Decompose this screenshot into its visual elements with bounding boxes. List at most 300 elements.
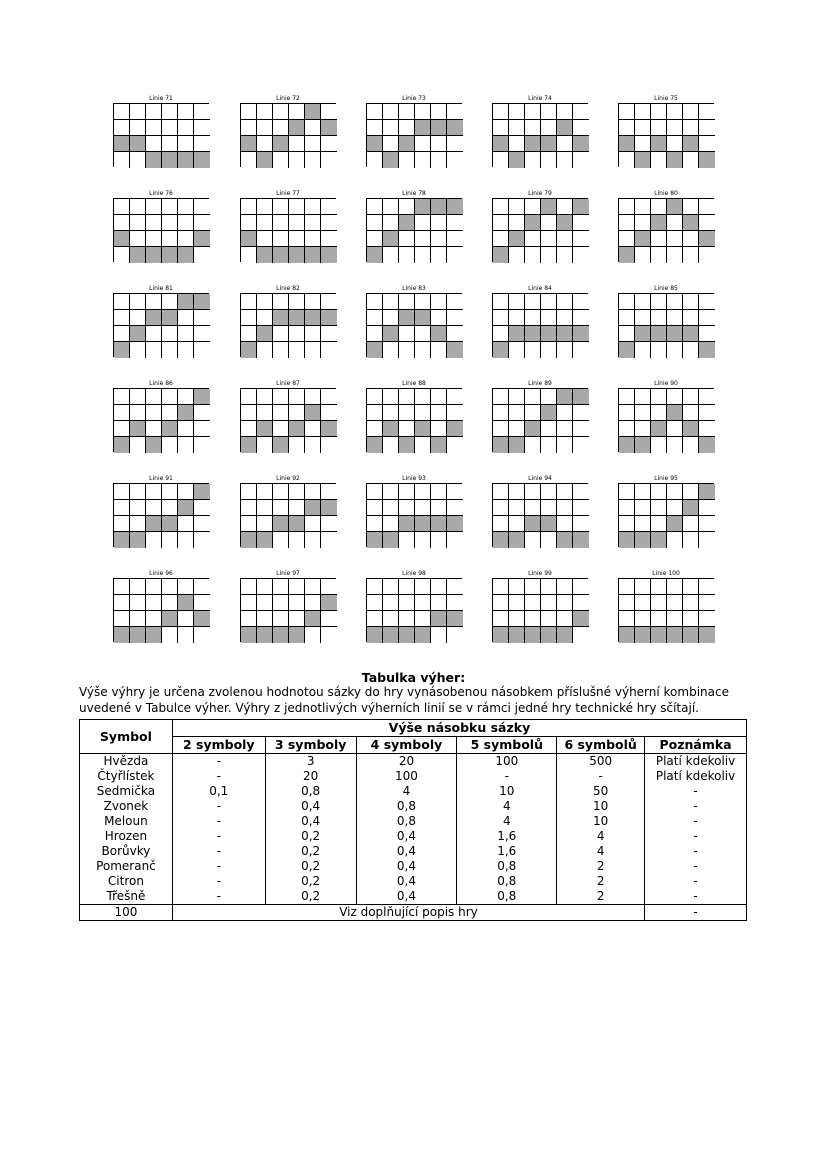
- payline-cell: [178, 326, 194, 342]
- payline-cell: [146, 199, 162, 215]
- payline-cell: [367, 294, 383, 310]
- payline-cell: [431, 500, 447, 516]
- table-cell: 0,8: [457, 859, 557, 874]
- payline-cell: [194, 104, 210, 120]
- payline-label: Linie 95: [654, 475, 678, 482]
- payline-cell: [114, 516, 130, 532]
- payline-cell: [399, 389, 415, 405]
- payline-cell: [367, 120, 383, 136]
- payline-grid: [618, 578, 714, 642]
- payline-cell-active: [257, 627, 273, 643]
- payline-cell: [525, 310, 541, 326]
- payline-cell: [146, 231, 162, 247]
- payline-cell: [367, 231, 383, 247]
- payline-cell-active: [525, 421, 541, 437]
- payline-label: Linie 82: [276, 285, 300, 292]
- payline-cell: [241, 247, 257, 263]
- payline-grid: [366, 198, 462, 262]
- payline-cell: [146, 120, 162, 136]
- payline-cell: [367, 104, 383, 120]
- payline-cell-active: [383, 532, 399, 548]
- payline-cell-active: [651, 532, 667, 548]
- payline-grid: [113, 483, 209, 547]
- payline-cell: [447, 294, 463, 310]
- payline-cell: [431, 342, 447, 358]
- payline-cell: [431, 247, 447, 263]
- payline-cell: [130, 104, 146, 120]
- payline-cell-active: [509, 326, 525, 342]
- payline-cell: [130, 215, 146, 231]
- payline-label: Linie 71: [149, 95, 173, 102]
- table-cell: -: [172, 889, 265, 905]
- payline-cell: [651, 611, 667, 627]
- payline-cell-active: [273, 136, 289, 152]
- payline-cell: [114, 405, 130, 421]
- payline-cell: [399, 104, 415, 120]
- payline-cell: [399, 342, 415, 358]
- payline-cell: [573, 104, 589, 120]
- payline-cell: [525, 579, 541, 595]
- payline-cell: [699, 500, 715, 516]
- payline-grid: [618, 103, 714, 167]
- payline-cell-active: [130, 326, 146, 342]
- payline-cell: [619, 611, 635, 627]
- table-cell: -: [172, 799, 265, 814]
- payline-cell: [241, 389, 257, 405]
- payline-cell-active: [241, 532, 257, 548]
- payline-cell: [431, 152, 447, 168]
- payline-cell: [509, 247, 525, 263]
- payline-cell: [699, 136, 715, 152]
- payline-cell: [383, 136, 399, 152]
- table-cell: -: [645, 784, 747, 799]
- symbol-name: Sedmička: [80, 784, 173, 799]
- payline-cell: [321, 484, 337, 500]
- payline-cell: [683, 437, 699, 453]
- payline-cell: [699, 516, 715, 532]
- payline-cell: [525, 500, 541, 516]
- payline-label: Linie 87: [276, 380, 300, 387]
- payline-cell: [573, 247, 589, 263]
- payline-cell: [383, 104, 399, 120]
- table-cell: -: [457, 769, 557, 784]
- payline-cell: [509, 405, 525, 421]
- payline-cell-active: [557, 532, 573, 548]
- payline-cell: [305, 342, 321, 358]
- payline-cell: [162, 627, 178, 643]
- payline-cell: [178, 484, 194, 500]
- table-cell: 2: [557, 874, 645, 889]
- payline-cell-active: [273, 516, 289, 532]
- payline-cell: [289, 611, 305, 627]
- payline-diagram: [113, 570, 209, 642]
- payline-diagram: [618, 95, 714, 167]
- payline-cell-active: [178, 152, 194, 168]
- payline-cell: [651, 310, 667, 326]
- payline-cell: [667, 595, 683, 611]
- payline-cell: [241, 484, 257, 500]
- payline-cell: [194, 595, 210, 611]
- payline-cell: [305, 326, 321, 342]
- payline-cell: [114, 247, 130, 263]
- payline-cell-active: [178, 595, 194, 611]
- table-cell: 0,4: [356, 844, 457, 859]
- payline-cell: [619, 516, 635, 532]
- payline-cell: [493, 484, 509, 500]
- payline-cell-active: [651, 136, 667, 152]
- payline-cell: [431, 104, 447, 120]
- payline-cell: [651, 579, 667, 595]
- payline-cell: [651, 104, 667, 120]
- table-cell: -: [172, 829, 265, 844]
- payline-cell: [573, 437, 589, 453]
- payline-cell-active: [525, 136, 541, 152]
- payline-cell: [130, 405, 146, 421]
- payline-diagram: [113, 380, 209, 452]
- payline-cell: [699, 310, 715, 326]
- table-cell: Viz doplňující popis hry: [172, 905, 644, 921]
- payline-cell: [651, 437, 667, 453]
- payline-diagram: [366, 570, 462, 642]
- payline-cell-active: [651, 215, 667, 231]
- payline-cell-active: [114, 231, 130, 247]
- payline-cell: [257, 611, 273, 627]
- payline-cell-active: [114, 437, 130, 453]
- payline-cell: [415, 326, 431, 342]
- payline-cell: [241, 516, 257, 532]
- payline-cell: [194, 215, 210, 231]
- payline-label: Linie 85: [654, 285, 678, 292]
- payline-cell-active: [178, 247, 194, 263]
- payline-cell: [257, 104, 273, 120]
- table-cell: 50: [557, 784, 645, 799]
- payline-cell: [431, 405, 447, 421]
- payline-cell: [635, 120, 651, 136]
- payline-cell: [431, 579, 447, 595]
- payline-cell: [241, 215, 257, 231]
- payline-cell-active: [194, 484, 210, 500]
- payline-cell: [114, 310, 130, 326]
- payline-cell-active: [367, 136, 383, 152]
- payline-cell: [415, 579, 431, 595]
- payline-cell: [683, 152, 699, 168]
- payline-cell: [573, 500, 589, 516]
- payline-cell: [321, 136, 337, 152]
- table-cell: -: [645, 814, 747, 829]
- payline-cell-active: [194, 231, 210, 247]
- table-cell: 0,4: [265, 814, 356, 829]
- payline-cell-active: [162, 611, 178, 627]
- payline-cell: [146, 136, 162, 152]
- payline-cell: [114, 500, 130, 516]
- payline-cell: [194, 247, 210, 263]
- payline-cell-active: [415, 310, 431, 326]
- payline-cell: [305, 437, 321, 453]
- payline-cell: [651, 199, 667, 215]
- payline-cell: [367, 326, 383, 342]
- payline-cell-active: [683, 421, 699, 437]
- table-cell: 0,2: [265, 889, 356, 905]
- symbol-name: Citron: [80, 874, 173, 889]
- column-header: Poznámka: [645, 737, 747, 754]
- payline-cell: [541, 310, 557, 326]
- payline-cell: [321, 405, 337, 421]
- payline-cell: [651, 247, 667, 263]
- payline-cell: [447, 326, 463, 342]
- payline-cell: [493, 611, 509, 627]
- payline-cell: [399, 247, 415, 263]
- payline-cell-active: [541, 136, 557, 152]
- payline-cell: [635, 611, 651, 627]
- payline-cell-active: [447, 421, 463, 437]
- payline-cell: [667, 104, 683, 120]
- table-row: [80, 889, 747, 905]
- payline-cell: [257, 342, 273, 358]
- payline-cell-active: [130, 627, 146, 643]
- payline-cell: [289, 579, 305, 595]
- table-cell: 20: [265, 769, 356, 784]
- payline-cell: [525, 247, 541, 263]
- payline-cell: [178, 516, 194, 532]
- payline-cell-active: [146, 152, 162, 168]
- payline-cell: [273, 421, 289, 437]
- payline-label: Linie 88: [402, 380, 426, 387]
- payline-cell: [651, 120, 667, 136]
- table-cell: 10: [557, 814, 645, 829]
- payline-cell: [289, 152, 305, 168]
- payline-cell: [257, 500, 273, 516]
- payline-cell: [289, 500, 305, 516]
- payline-cell: [305, 579, 321, 595]
- payline-cell: [509, 516, 525, 532]
- payline-cell-active: [683, 215, 699, 231]
- payline-grid: [492, 388, 588, 452]
- payline-cell: [114, 215, 130, 231]
- table-cell: 10: [457, 784, 557, 799]
- payline-cell: [415, 500, 431, 516]
- payline-cell: [431, 595, 447, 611]
- payline-cell: [162, 136, 178, 152]
- group-header: Výše násobku sázky: [172, 720, 746, 737]
- payline-cell-active: [194, 611, 210, 627]
- payline-cell-active: [557, 120, 573, 136]
- payline-cell: [509, 389, 525, 405]
- payline-cell: [431, 389, 447, 405]
- payline-cell: [289, 231, 305, 247]
- payline-cell: [305, 294, 321, 310]
- payline-cell: [321, 389, 337, 405]
- payline-cell: [493, 215, 509, 231]
- payline-label: Linie 72: [276, 95, 300, 102]
- payline-cell: [321, 611, 337, 627]
- payline-cell: [241, 326, 257, 342]
- payline-cell-active: [493, 342, 509, 358]
- payline-cell: [541, 484, 557, 500]
- payline-diagram: [618, 285, 714, 357]
- payline-cell-active: [305, 104, 321, 120]
- payline-cell: [573, 595, 589, 611]
- payline-cell: [493, 310, 509, 326]
- payline-cell: [146, 294, 162, 310]
- payline-cell: [525, 405, 541, 421]
- payline-cell: [447, 405, 463, 421]
- payline-cell: [162, 342, 178, 358]
- payline-cell: [541, 120, 557, 136]
- payline-cell: [667, 579, 683, 595]
- payline-label: Linie 100: [652, 570, 680, 577]
- payline-cell-active: [146, 516, 162, 532]
- payline-cell: [241, 579, 257, 595]
- payline-diagram: [113, 190, 209, 262]
- payline-cell-active: [667, 627, 683, 643]
- payline-cell: [683, 611, 699, 627]
- payline-cell: [541, 247, 557, 263]
- payline-cell: [667, 231, 683, 247]
- payline-grid: [492, 198, 588, 262]
- payline-cell-active: [383, 326, 399, 342]
- payline-cell: [305, 120, 321, 136]
- payline-cell: [557, 136, 573, 152]
- payline-grid: [240, 578, 336, 642]
- payline-cell: [289, 326, 305, 342]
- payline-cell: [447, 595, 463, 611]
- payline-cell-active: [573, 389, 589, 405]
- payline-cell: [257, 120, 273, 136]
- table-row: [80, 905, 747, 921]
- payline-cell: [699, 389, 715, 405]
- payline-cell: [162, 579, 178, 595]
- payline-cell: [383, 389, 399, 405]
- table-cell: -: [557, 769, 645, 784]
- table-cell: 2: [557, 889, 645, 905]
- payline-cell-active: [619, 627, 635, 643]
- payline-cell: [257, 310, 273, 326]
- payline-grid: [113, 578, 209, 642]
- payline-cell: [194, 437, 210, 453]
- payline-cell-active: [699, 627, 715, 643]
- table-row: [80, 814, 747, 829]
- payline-cell: [257, 389, 273, 405]
- payline-cell: [399, 405, 415, 421]
- payline-cell: [257, 215, 273, 231]
- payline-cell: [162, 595, 178, 611]
- payline-diagram: [492, 475, 588, 547]
- payline-cell: [114, 199, 130, 215]
- payline-cell: [667, 421, 683, 437]
- payline-cell-active: [114, 627, 130, 643]
- payline-cell: [619, 326, 635, 342]
- payline-cell: [146, 389, 162, 405]
- payline-cell: [541, 532, 557, 548]
- payline-cell: [635, 421, 651, 437]
- payline-cell: [241, 294, 257, 310]
- payline-cell: [635, 136, 651, 152]
- payline-cell: [557, 199, 573, 215]
- payline-cell: [525, 231, 541, 247]
- table-cell: 0,8: [356, 814, 457, 829]
- payline-cell: [683, 120, 699, 136]
- payline-cell-active: [399, 437, 415, 453]
- payline-cell-active: [667, 152, 683, 168]
- symbol-name: Hvězda: [80, 754, 173, 770]
- payline-cell-active: [130, 136, 146, 152]
- payline-cell-active: [162, 516, 178, 532]
- payline-cell: [525, 611, 541, 627]
- payline-cell-active: [415, 516, 431, 532]
- payline-cell: [289, 389, 305, 405]
- payline-cell: [178, 532, 194, 548]
- payline-cell: [130, 199, 146, 215]
- payline-cell: [415, 532, 431, 548]
- payline-cell-active: [241, 231, 257, 247]
- column-header: 4 symboly: [356, 737, 457, 754]
- table-cell: 0,8: [356, 799, 457, 814]
- payline-cell: [399, 231, 415, 247]
- payline-cell: [367, 421, 383, 437]
- payline-cell: [447, 247, 463, 263]
- payline-cell: [667, 484, 683, 500]
- payline-cell: [541, 579, 557, 595]
- payline-cell: [651, 152, 667, 168]
- payline-cell: [699, 120, 715, 136]
- payline-cell: [194, 516, 210, 532]
- payline-grid: [618, 198, 714, 262]
- payline-cell: [431, 136, 447, 152]
- payline-cell: [321, 437, 337, 453]
- payline-cell: [493, 421, 509, 437]
- payline-cell: [305, 595, 321, 611]
- payline-cell: [431, 294, 447, 310]
- payline-cell: [146, 104, 162, 120]
- payline-cell: [162, 532, 178, 548]
- payline-cell: [241, 421, 257, 437]
- payline-cell: [635, 215, 651, 231]
- payline-cell: [257, 231, 273, 247]
- payline-cell: [130, 437, 146, 453]
- payline-cell: [321, 579, 337, 595]
- payline-cell: [431, 421, 447, 437]
- payline-cell: [557, 421, 573, 437]
- payline-cell: [146, 500, 162, 516]
- payline-diagram: [492, 190, 588, 262]
- payline-cell: [178, 579, 194, 595]
- payline-grid: [492, 483, 588, 547]
- payline-cell: [509, 120, 525, 136]
- payline-label: Linie 84: [528, 285, 552, 292]
- payline-cell: [557, 437, 573, 453]
- payline-cell-active: [114, 342, 130, 358]
- payline-cell: [241, 104, 257, 120]
- table-row: [80, 754, 747, 770]
- payline-cell: [699, 247, 715, 263]
- symbol-name: Čtyřlístek: [80, 769, 173, 784]
- payline-cell-active: [114, 136, 130, 152]
- payline-cell: [399, 500, 415, 516]
- payline-cell-active: [241, 342, 257, 358]
- payline-cell-active: [509, 437, 525, 453]
- payline-cell: [493, 516, 509, 532]
- payline-diagram: [113, 95, 209, 167]
- payline-cell: [557, 231, 573, 247]
- payline-cell: [305, 421, 321, 437]
- payline-cell: [447, 231, 463, 247]
- payline-cell-active: [619, 136, 635, 152]
- payline-cell-active: [619, 437, 635, 453]
- payline-grid: [366, 483, 462, 547]
- payline-cell: [431, 231, 447, 247]
- payline-cell: [431, 215, 447, 231]
- payline-cell-active: [525, 516, 541, 532]
